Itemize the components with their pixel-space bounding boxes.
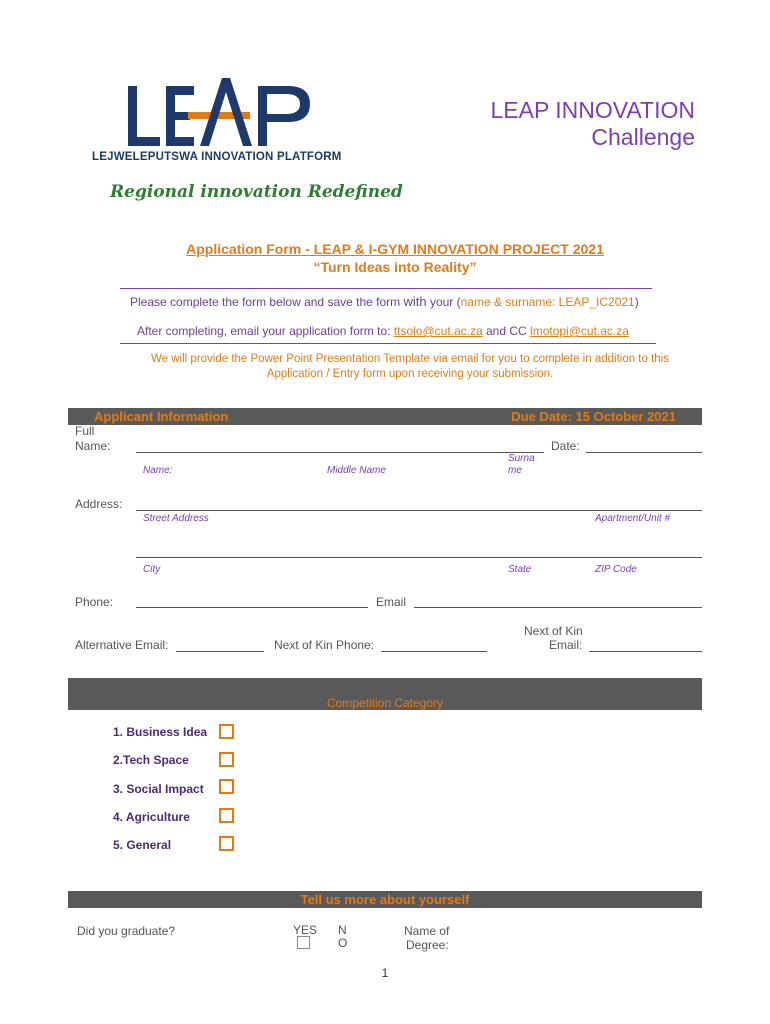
sub-label-zip: ZIP Code xyxy=(595,564,637,575)
sub-label-middle: Middle Name xyxy=(327,465,386,476)
logo-platform-name: LEJWELEPUTSWA INNOVATION PLATFORM xyxy=(92,151,342,163)
instruction-text: and CC xyxy=(482,324,531,338)
category-checkbox-social-impact[interactable] xyxy=(219,779,234,794)
section-title-about: Tell us more about yourself xyxy=(300,892,470,907)
category-label: 5. General xyxy=(113,838,172,852)
page-title-line1: LEAP INNOVATION xyxy=(490,97,695,123)
kin-phone-field[interactable] xyxy=(381,651,487,652)
sub-label-street: Street Address xyxy=(143,513,209,524)
section-title-applicant: Applicant Information xyxy=(94,409,229,424)
address-label: Address: xyxy=(75,497,123,511)
category-label: 2.Tech Space xyxy=(113,753,189,767)
graduate-yes-checkbox[interactable] xyxy=(297,936,310,949)
alt-email-field[interactable] xyxy=(176,651,264,652)
no-label: N xyxy=(338,923,347,937)
yes-label: YES xyxy=(293,923,318,937)
degree-label: Degree: xyxy=(406,938,449,952)
instruction-text: After completing, email your application form to: xyxy=(137,324,394,338)
category-checkbox-agriculture[interactable] xyxy=(219,808,234,823)
city-state-zip-field[interactable] xyxy=(136,557,702,558)
category-label: 3. Social Impact xyxy=(113,782,204,796)
full-name-field[interactable] xyxy=(136,452,544,453)
section-title-competition: Competition Category xyxy=(326,696,444,710)
no-label: O xyxy=(338,936,348,950)
date-field[interactable] xyxy=(586,452,702,453)
page-title-line2: Challenge xyxy=(591,124,695,150)
phone-label: Phone: xyxy=(75,595,114,609)
sub-label-apartment: Apartment/Unit # xyxy=(595,513,671,524)
kin-phone-label: Next of Kin Phone: xyxy=(274,638,375,652)
divider xyxy=(120,343,656,344)
logo-tagline: Regional innovation Redefined xyxy=(110,182,403,202)
alt-email-label: Alternative Email: xyxy=(75,638,169,652)
due-date: Due Date: 15 October 2021 xyxy=(511,409,676,424)
street-address-field[interactable] xyxy=(136,510,702,511)
sub-label-surname: me xyxy=(508,465,522,476)
divider xyxy=(120,288,652,289)
date-label: Date: xyxy=(551,439,580,453)
sub-label-city: City xyxy=(143,564,161,575)
email-field[interactable] xyxy=(414,607,702,608)
sub-label-state: State xyxy=(508,564,532,575)
filename-format: name & surname: LEAP_IC2021 xyxy=(460,295,635,309)
sub-label-surname: Surna xyxy=(508,453,535,464)
kin-email-field[interactable] xyxy=(589,651,702,652)
category-checkbox-tech-space[interactable] xyxy=(219,752,234,767)
category-checkbox-business-idea[interactable] xyxy=(219,724,234,739)
page-number: 1 xyxy=(381,966,389,980)
degree-label: Name of xyxy=(404,924,450,938)
email-link-cc[interactable]: lmotopi@cut.ac.za xyxy=(530,324,629,338)
instruction-text: ) xyxy=(634,295,639,309)
instruction-text: Please complete the form below and save the form xyxy=(130,295,404,309)
name-label: Name: xyxy=(75,439,111,453)
leap-logo xyxy=(128,78,313,148)
instruction-email xyxy=(137,324,697,338)
email-label: Email xyxy=(376,595,407,609)
kin-email-label: Next of Kin xyxy=(524,624,583,638)
phone-field[interactable] xyxy=(136,607,368,608)
form-subtitle: “Turn Ideas into Reality” xyxy=(313,259,477,275)
instruction-text: with xyxy=(403,294,427,309)
graduate-label: Did you graduate? xyxy=(77,924,176,938)
sub-label-name: Name: xyxy=(143,465,173,476)
template-note: We will provide the Power Point Presentation Template via email for you to complete in addition to this Application / Entry form upon receiving your submission. xyxy=(151,353,669,380)
instruction-save xyxy=(130,294,690,309)
kin-email-label: Email: xyxy=(549,638,583,652)
category-label: 1. Business Idea xyxy=(113,725,208,739)
category-label: 4. Agriculture xyxy=(113,810,190,824)
full-label: Full xyxy=(75,424,95,438)
category-checkbox-general[interactable] xyxy=(219,836,234,851)
instruction-text: your ( xyxy=(426,295,461,309)
email-link-primary[interactable]: ttsolo@cut.ac.za xyxy=(393,324,483,338)
form-title: Application Form - LEAP & I-GYM INNOVATION PROJECT 2021 xyxy=(186,241,604,257)
